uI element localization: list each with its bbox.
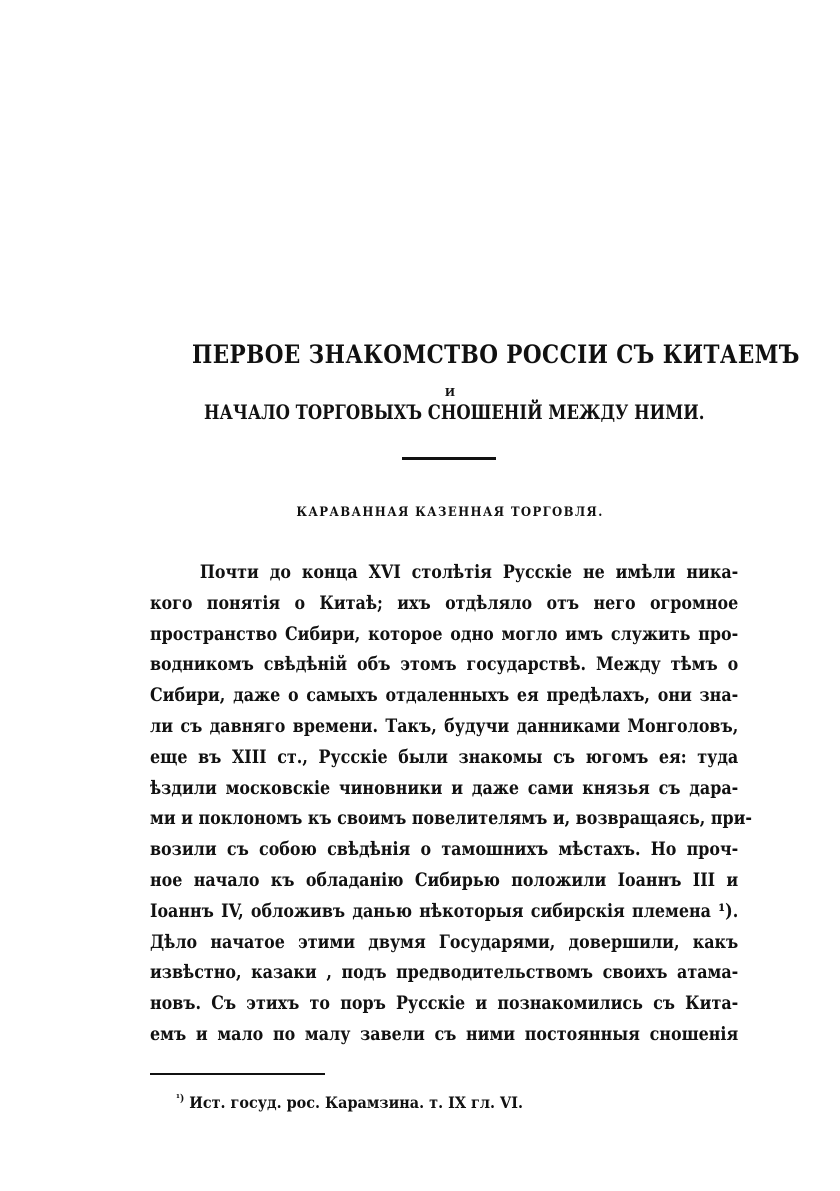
text-line: Iоаннъ IV, обложивъ данью нѣкоторыя сибирскiя племена ¹).	[150, 900, 739, 922]
footnote-divider	[150, 1073, 325, 1075]
text-line: ное начало къ обладанiю Сибирью положили Iоаннъ III и	[150, 869, 739, 891]
text-line: ли съ давняго времени. Такъ, будучи данниками Монголовъ,	[150, 715, 739, 737]
chapter-title: ПЕРВОЕ ЗНАКОМСТВО РОССIИ СЪ КИТАЕМЪ	[192, 340, 800, 369]
footnote	[176, 1093, 523, 1112]
text-line: извѣстно, казаки , подъ предводительствомъ своихъ атама-	[150, 962, 739, 984]
text-line: Сибири, даже о самыхъ отдаленныхъ ея предѣлахъ, они зна-	[150, 685, 739, 707]
title-divider	[402, 457, 496, 460]
text-line: Почти до конца XVI столѣтiя Русскiе не имѣли ника-	[199, 562, 739, 583]
text-line: пространство Сибири, которое одно могло имъ служить про-	[150, 623, 739, 645]
footnote-text: Ист. госуд. рос. Карамзина. т. IX гл. VI.	[189, 1093, 523, 1112]
text-line: ми и поклономъ къ своимъ повелителямъ и, возвращаясь, при-	[150, 808, 753, 830]
footnote-marker: ¹)	[176, 1093, 185, 1105]
text-line: емъ и мало по малу завели съ ними постоянныя сношенiя	[150, 1023, 739, 1045]
text-line: еще въ XIII ст., Русскiе были знакомы съ югомъ ея: туда	[150, 746, 739, 768]
body-paragraph	[150, 558, 753, 1051]
text-line: ѣздили московскiе чиновники и даже сами князья съ дара-	[150, 777, 739, 799]
text-line: новъ. Съ этихъ то поръ Русскiе и познакомились съ Кита-	[150, 993, 739, 1015]
chapter-subtitle: НАЧАЛО ТОРГОВЫХЪ СНОШЕНIЙ МЕЖДУ НИМИ.	[204, 400, 705, 424]
title-conjunction: И	[444, 386, 456, 399]
text-line: возили съ собою свѣдѣнiя о тамошнихъ мѣстахъ. Но проч-	[150, 839, 739, 861]
text-line: водникомъ свѣдѣнiй объ этомъ государствѣ. Между тѣмъ о	[150, 654, 739, 676]
section-heading: КАРАВАННАЯ КАЗЕННАЯ ТОРГОВЛЯ.	[296, 505, 604, 520]
text-line: кого понятiя о Китаѣ; ихъ отдѣляло отъ него огромное	[150, 592, 739, 614]
text-line: Дѣло начатое этими двумя Государями, довершили, какъ	[150, 931, 739, 953]
